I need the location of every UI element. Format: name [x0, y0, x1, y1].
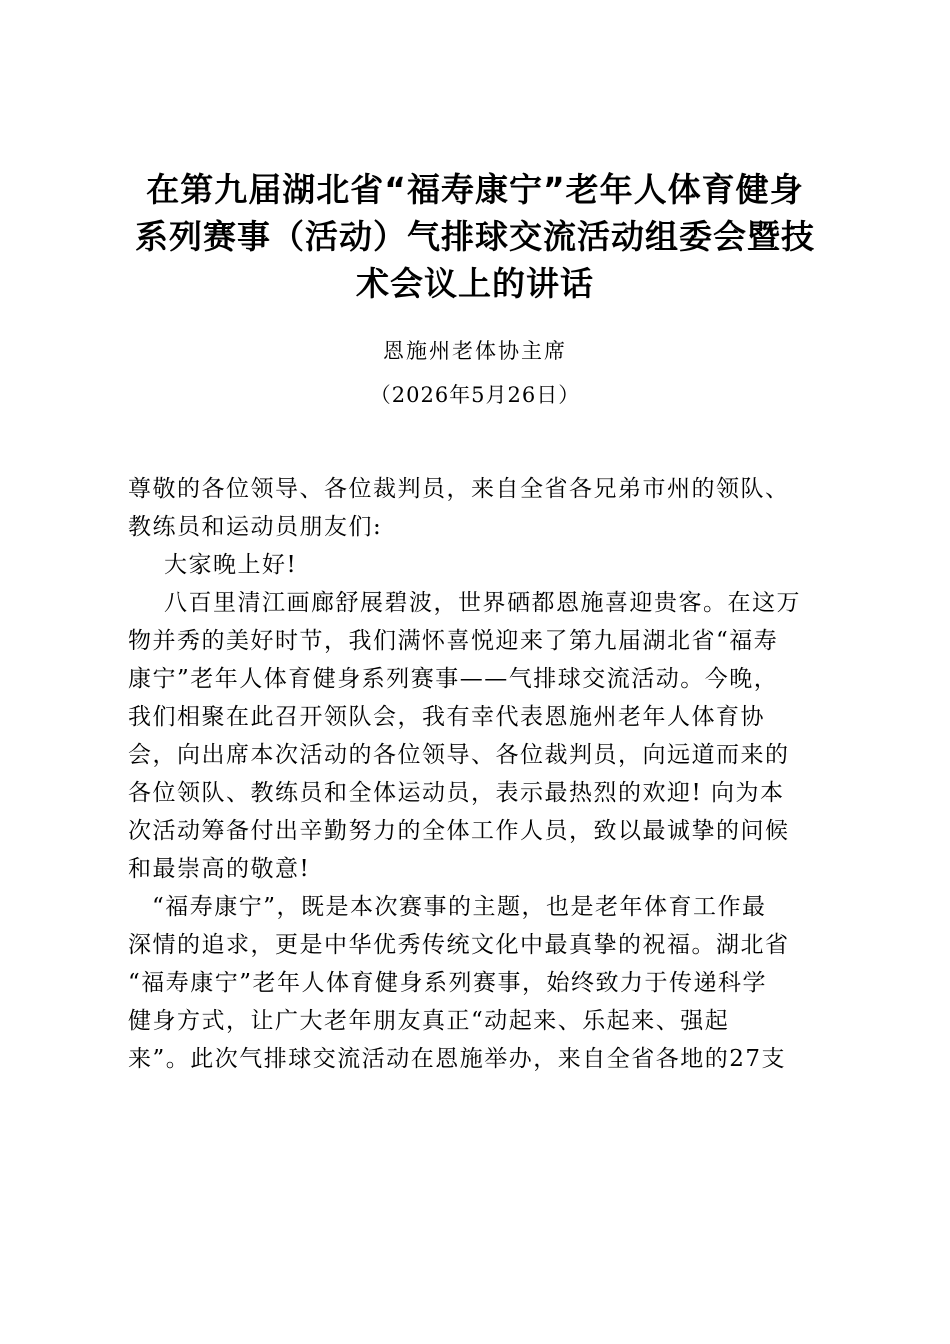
- paragraph-2-line-3: “福寿康宁”老年人体育健身系列赛事，始终致力于传递科学: [128, 970, 768, 996]
- salutation-line-1: 尊敬的各位领导、各位裁判员，来自全省各兄弟市州的领队、: [128, 476, 790, 502]
- paragraph-1-line-3: 康宁”老年人体育健身系列赛事——气排球交流活动。今晚，: [128, 666, 779, 692]
- speech-body: [128, 470, 848, 1078]
- speech-date: （2026年5月26日）: [369, 383, 581, 407]
- paragraph-2-line-1: “福寿康宁”，既是本次赛事的主题，也是老年体育工作最: [152, 894, 767, 920]
- title-line-1: 在第九届湖北省“福寿康宁”老年人体育健身: [146, 170, 804, 209]
- document-title: [110, 166, 840, 307]
- paragraph-1-line-2: 物并秀的美好时节，我们满怀喜悦迎来了第九届湖北省“福寿: [128, 628, 779, 654]
- paragraph-1-line-1: 八百里清江画廊舒展碧波，世界硒都恩施喜迎贵客。在这万: [164, 590, 801, 616]
- paragraph-2-line-5: 来”。此次气排球交流活动在恩施举办，来自全省各地的27支: [128, 1046, 787, 1072]
- salutation-line-2: 教练员和运动员朋友们:: [128, 514, 383, 540]
- paragraph-2-line-4: 健身方式，让广大老年朋友真正“动起来、乐起来、强起: [128, 1008, 730, 1034]
- paragraph-1-line-8: 和最崇高的敬意!: [128, 856, 311, 882]
- title-line-3: 术会议上的讲话: [356, 264, 594, 303]
- paragraph-1-line-4: 我们相聚在此召开领队会，我有幸代表恩施州老年人体育协: [128, 704, 765, 730]
- paragraph-1-line-6: 各位领队、教练员和全体运动员，表示最热烈的欢迎! 向为本: [128, 780, 785, 806]
- speaker-title: 恩施州老体协主席: [383, 339, 567, 363]
- title-line-2: 系列赛事（活动）气排球交流活动组委会暨技: [135, 217, 815, 256]
- greeting: 大家晚上好!: [164, 552, 298, 578]
- paragraph-2-line-2: 深情的追求，更是中华优秀传统文化中最真挚的祝福。湖北省: [128, 932, 790, 958]
- paragraph-1-line-5: 会，向出席本次活动的各位领导、各位裁判员，向远道而来的: [128, 742, 790, 768]
- paragraph-1-line-7: 次活动筹备付出辛勤努力的全体工作人员，致以最诚挚的问候: [128, 818, 790, 844]
